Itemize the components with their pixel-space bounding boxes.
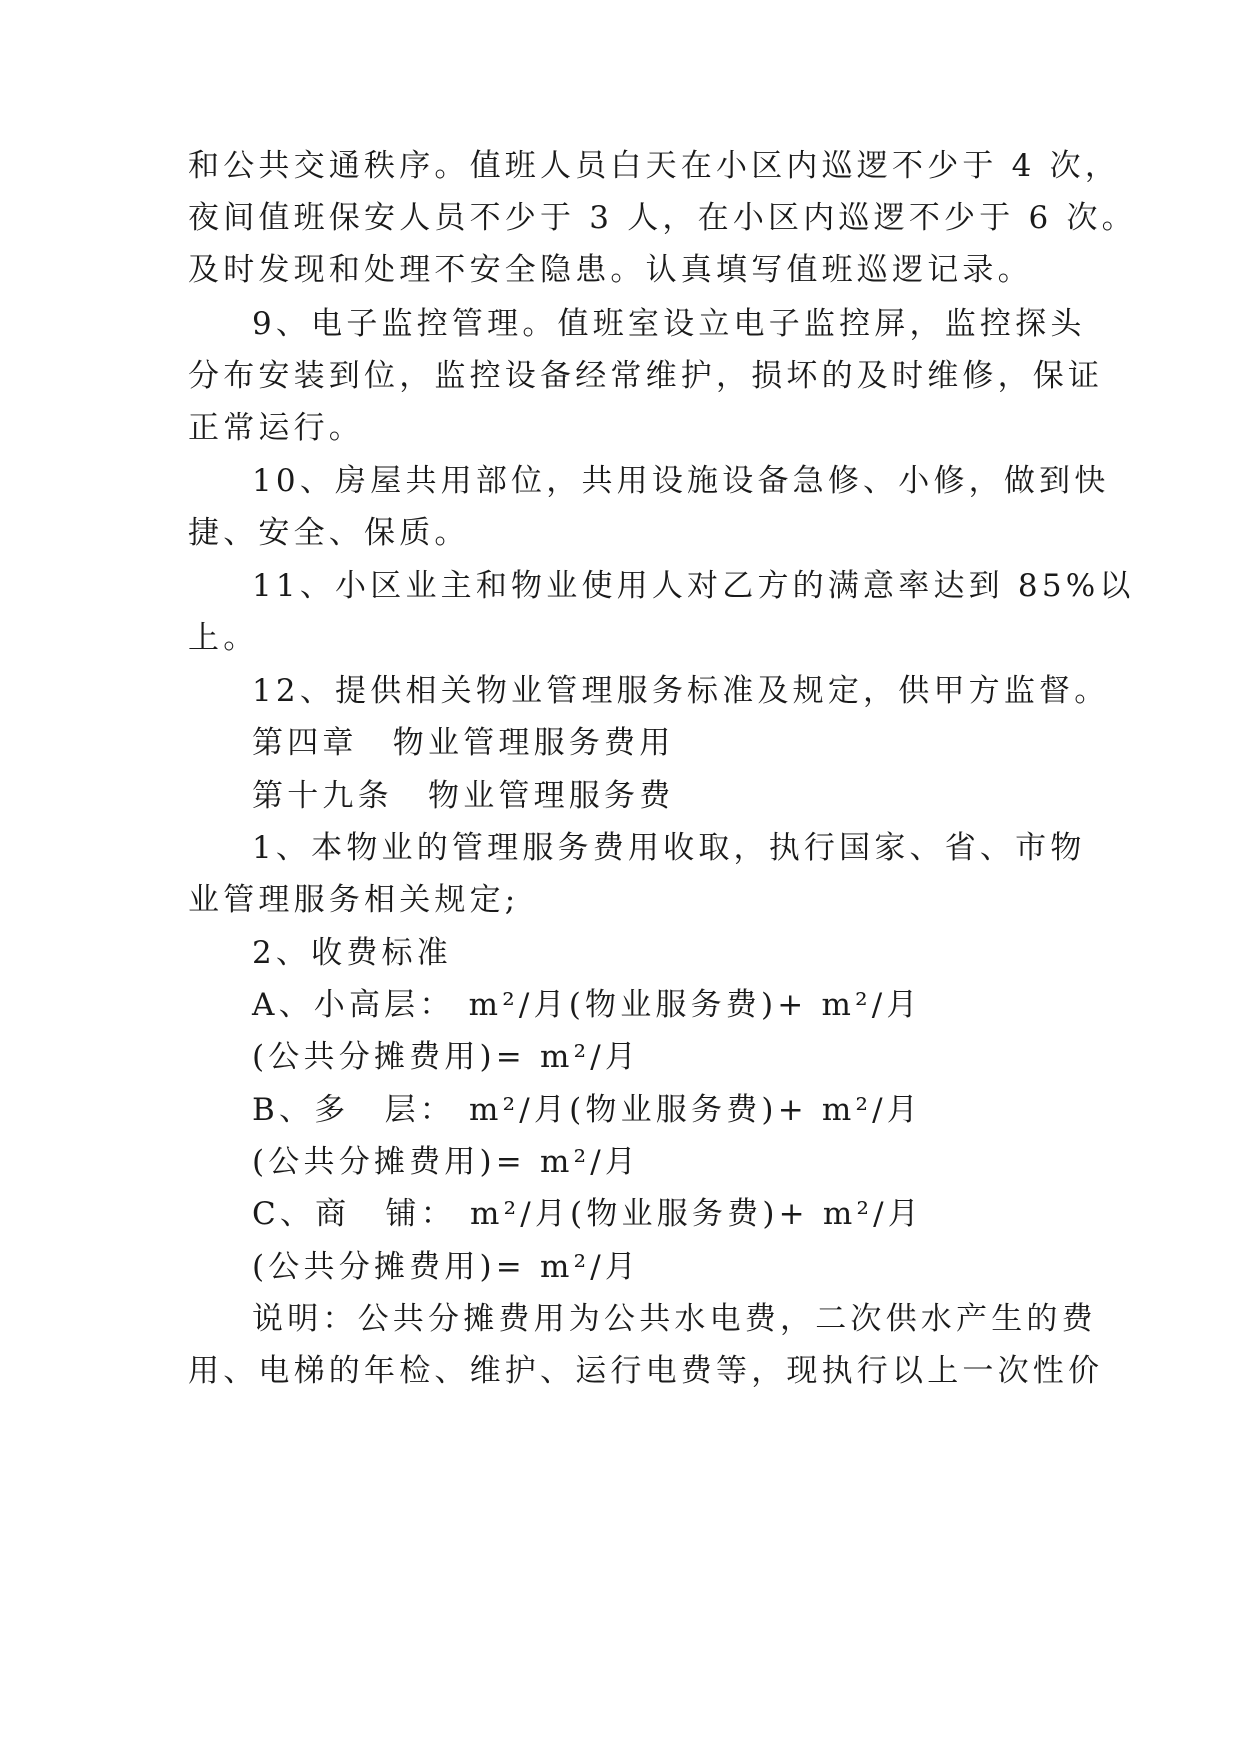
- text-line: 上。: [188, 620, 259, 656]
- text-line: 和公共交通秩序。值班人员白天在小区内巡逻不少于 4 次，: [188, 148, 1121, 184]
- paragraph-2: 2、收费标准: [252, 935, 452, 971]
- paragraph-12: 12、提供相关物业管理服务标准及规定，供甲方监督。: [252, 673, 1110, 709]
- paragraph-11: 11、小区业主和物业使用人对乙方的满意率达到 85%以: [252, 568, 1135, 604]
- fee-item-c-cont: (公共分摊费用)= m²/月: [252, 1249, 641, 1285]
- text-line: 夜间值班保安人员不少于 3 人，在小区内巡逻不少于 6 次。: [188, 200, 1137, 236]
- fee-item-a-cont: (公共分摊费用)= m²/月: [252, 1039, 641, 1075]
- note-paragraph: 说明：公共分摊费用为公共水电费，二次供水产生的费: [252, 1301, 1097, 1337]
- paragraph-1: 1、本物业的管理服务费用收取，执行国家、省、市物: [252, 830, 1086, 866]
- text-line: 分布安装到位，监控设备经常维护，损坏的及时维修，保证: [188, 358, 1104, 394]
- text-line: 正常运行。: [188, 410, 364, 446]
- fee-item-b-cont: (公共分摊费用)= m²/月: [252, 1144, 641, 1180]
- fee-item-a: A、小高层： m²/月(物业服务费)+ m²/月: [252, 987, 922, 1023]
- text-line: 用、电梯的年检、维护、运行电费等，现执行以上一次性价: [188, 1353, 1104, 1389]
- text-line: 业管理服务相关规定;: [188, 882, 520, 918]
- article-heading: 第十九条 物业管理服务费: [252, 778, 675, 814]
- chapter-heading: 第四章 物业管理服务费用: [252, 725, 675, 761]
- text-line: 及时发现和处理不安全隐患。认真填写值班巡逻记录。: [188, 252, 1033, 288]
- fee-item-b: B、多 层： m²/月(物业服务费)+ m²/月: [252, 1092, 922, 1128]
- paragraph-10: 10、房屋共用部位，共用设施设备急修、小修，做到快: [252, 463, 1110, 499]
- fee-item-c: C、商 铺： m²/月(物业服务费)+ m²/月: [252, 1196, 923, 1232]
- text-line: 捷、安全、保质。: [188, 515, 470, 551]
- paragraph-9: 9、电子监控管理。值班室设立电子监控屏，监控探头: [252, 306, 1086, 342]
